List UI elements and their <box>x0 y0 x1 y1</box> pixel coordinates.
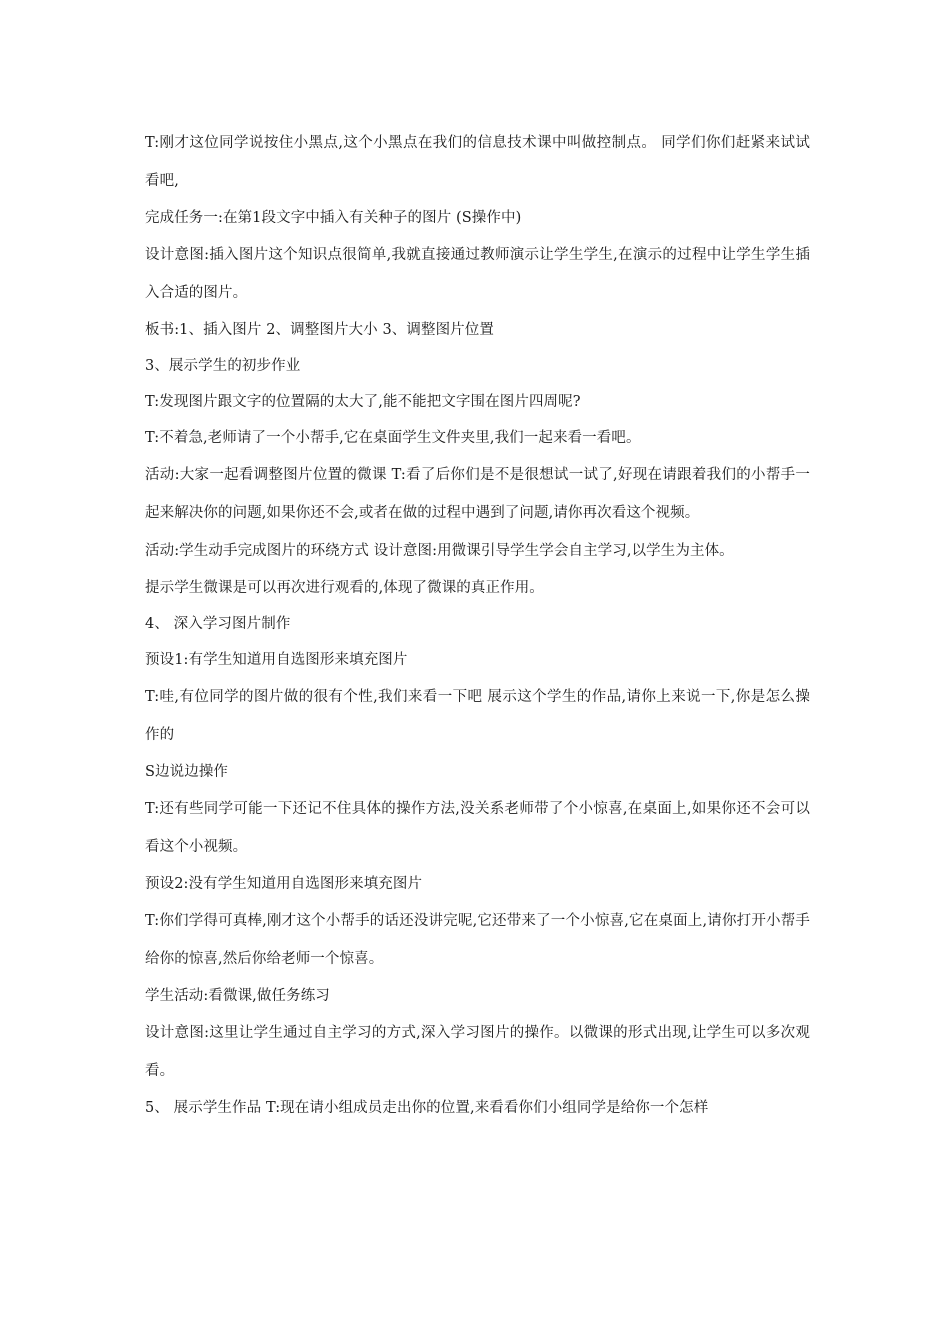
paragraph-2: 完成任务一:在第1段文字中插入有关种子的图片 (S操作中) <box>145 210 522 226</box>
paragraph-3: 设计意图:插入图片这个知识点很简单,我就直接通过教师演示让学生学生,在演示的过程中让学生学生插入合适的图片。 <box>145 247 810 301</box>
document-body <box>145 124 810 1126</box>
paragraph-15: T:还有些同学可能一下还记不住具体的操作方法,没关系老师带了个小惊喜,在桌面上,如果你还不会可以看这个小视频。 <box>145 801 810 855</box>
paragraph-1: T:刚才这位同学说按住小黑点,这个小黑点在我们的信息技术课中叫做控制点。 同学们你们赶紧来试试看吧, <box>145 135 810 189</box>
paragraph-4: 板书:1、插入图片 2、调整图片大小 3、调整图片位置 <box>145 322 494 338</box>
paragraph-11: 4、 深入学习图片制作 <box>145 616 291 632</box>
paragraph-10: 提示学生微课是可以再次进行观看的,体现了微课的真正作用。 <box>145 580 544 596</box>
paragraph-19: 设计意图:这里让学生通过自主学习的方式,深入学习图片的操作。以微课的形式出现,让学生可以多次观看。 <box>145 1025 810 1079</box>
paragraph-5: 3、展示学生的初步作业 <box>145 358 301 374</box>
paragraph-9: 活动:学生动手完成图片的环绕方式 设计意图:用微课引导学生学会自主学习,以学生为主体。 <box>145 543 734 559</box>
paragraph-16: 预设2:没有学生知道用自选图形来填充图片 <box>145 876 423 892</box>
paragraph-20: 5、 展示学生作品 T:现在请小组成员走出你的位置,来看看你们小组同学是给你一个怎样 <box>145 1100 709 1116</box>
paragraph-8: 活动:大家一起看调整图片位置的微课 T:看了后你们是不是很想试一试了,好现在请跟着我们的小帮手一起来解决你的问题,如果你还不会,或者在做的过程中遇到了问题,请你再次看这个视频。 <box>145 467 810 521</box>
paragraph-6: T:发现图片跟文字的位置隔的太大了,能不能把文字围在图片四周呢? <box>145 394 581 410</box>
paragraph-14: S边说边操作 <box>145 764 229 780</box>
paragraph-13: T:哇,有位同学的图片做的很有个性,我们来看一下吧 展示这个学生的作品,请你上来说一下,你是怎么操作的 <box>145 689 810 743</box>
paragraph-12: 预设1:有学生知道用自选图形来填充图片 <box>145 652 408 668</box>
paragraph-17: T:你们学得可真棒,刚才这个小帮手的话还没讲完呢,它还带来了一个小惊喜,它在桌面上,请你打开小帮手给你的惊喜,然后你给老师一个惊喜。 <box>145 913 810 967</box>
paragraph-18: 学生活动:看微课,做任务练习 <box>145 988 330 1004</box>
paragraph-7: T:不着急,老师请了一个小帮手,它在桌面学生文件夹里,我们一起来看一看吧。 <box>145 430 641 446</box>
